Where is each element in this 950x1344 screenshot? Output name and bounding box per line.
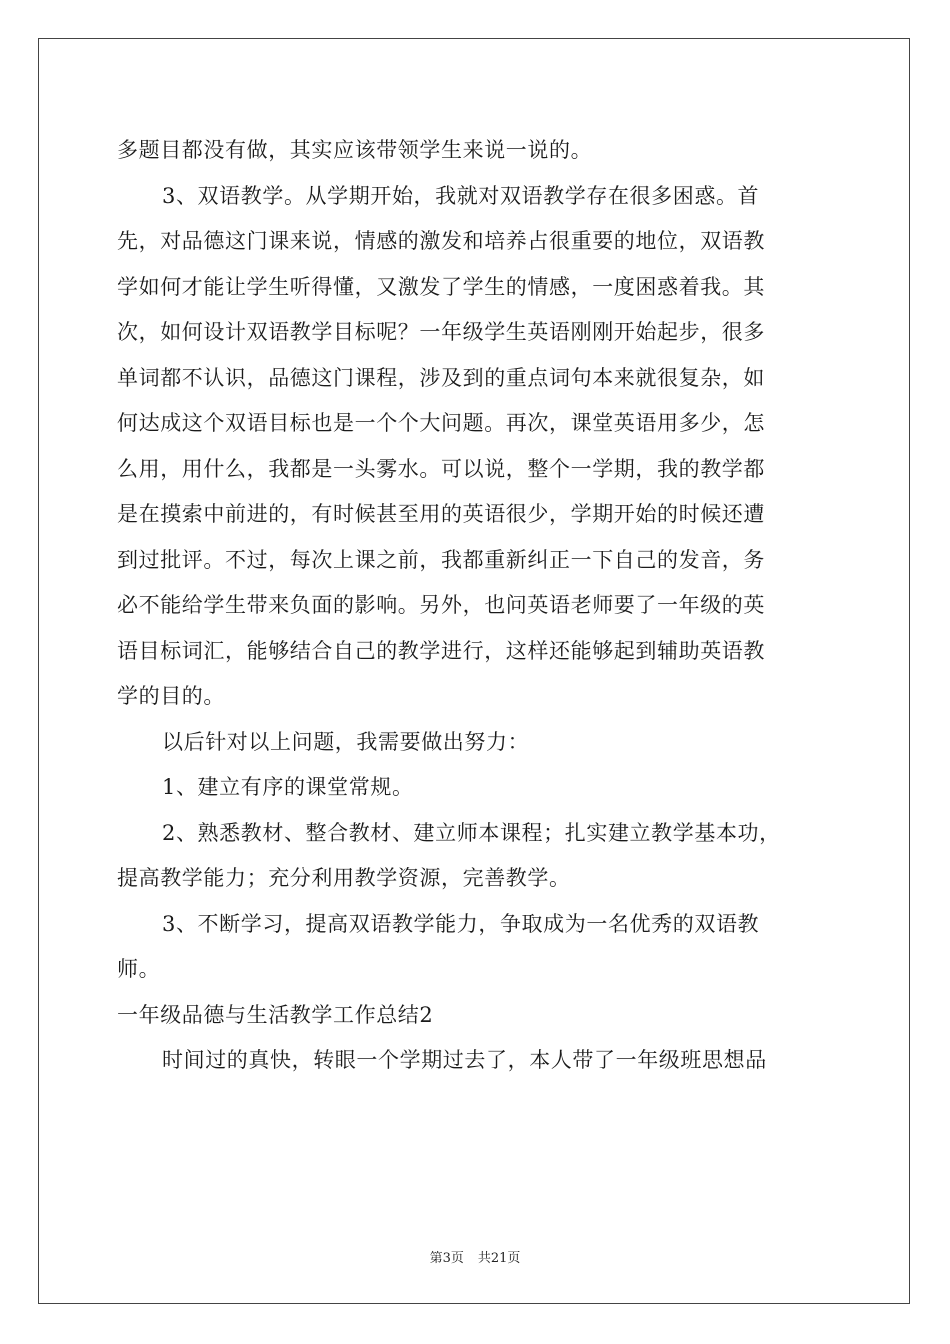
text-line: 语目标词汇，能够结合自己的教学进行，这样还能够起到辅助英语教 <box>117 638 765 663</box>
page-total: 共21页 <box>477 1251 521 1266</box>
text-line: 先，对品德这门课来说，情感的激发和培养占很重要的地位，双语教 <box>117 229 765 253</box>
text-line: 次，如何设计双语教学目标呢？一年级学生英语刚刚开始起步，很多 <box>117 320 765 344</box>
text-line: 何达成这个双语目标也是一个个大问题。再次，课堂英语用多少，怎 <box>117 411 765 435</box>
text-line: 学如何才能让学生听得懂，又激发了学生的情感，一度困惑着我。其 <box>117 274 765 299</box>
text-line: 么用，用什么，我都是一头雾水。可以说，整个一学期，我的教学都 <box>117 456 765 481</box>
paragraph-start: 2、熟悉教材、整合教材、建立师本课程；扎实建立教学基本功， <box>162 820 781 845</box>
paragraph-start: 时间过的真快，转眼一个学期过去了，本人带了一年级班思想品 <box>162 1048 767 1072</box>
text-line: 是在摸索中前进的，有时候甚至用的英语很少，学期开始的时候还遭 <box>117 502 765 526</box>
text-line: 必不能给学生带来负面的影响。另外，也问英语老师要了一年级的英 <box>117 593 765 617</box>
section-heading: 一年级品德与生活教学工作总结2 <box>117 1002 434 1027</box>
paragraph-start: 1、建立有序的课堂常规。 <box>162 775 414 799</box>
paragraph-start: 3、不断学习，提高双语教学能力，争取成为一名优秀的双语教 <box>162 911 760 936</box>
text-line: 到过批评。不过，每次上课之前，我都重新纠正一下自己的发音，务 <box>117 547 765 572</box>
paragraph-start: 以后针对以上问题，我需要做出努力： <box>162 729 530 754</box>
document-body <box>117 128 837 1084</box>
text-line: 单词都不认识，品德这门课程，涉及到的重点词句本来就很复杂，如 <box>117 365 765 390</box>
text-line: 多题目都没有做，其实应该带领学生来说一说的。 <box>117 138 593 162</box>
text-line: 师。 <box>117 957 161 981</box>
text-line: 提高教学能力；充分利用教学资源，完善教学。 <box>117 866 571 890</box>
page-footer <box>0 1247 950 1266</box>
text-line: 学的目的。 <box>117 684 225 708</box>
page-number: 第3页 <box>429 1251 464 1266</box>
paragraph-start: 3、双语教学。从学期开始，我就对双语教学存在很多困惑。首 <box>162 183 760 208</box>
